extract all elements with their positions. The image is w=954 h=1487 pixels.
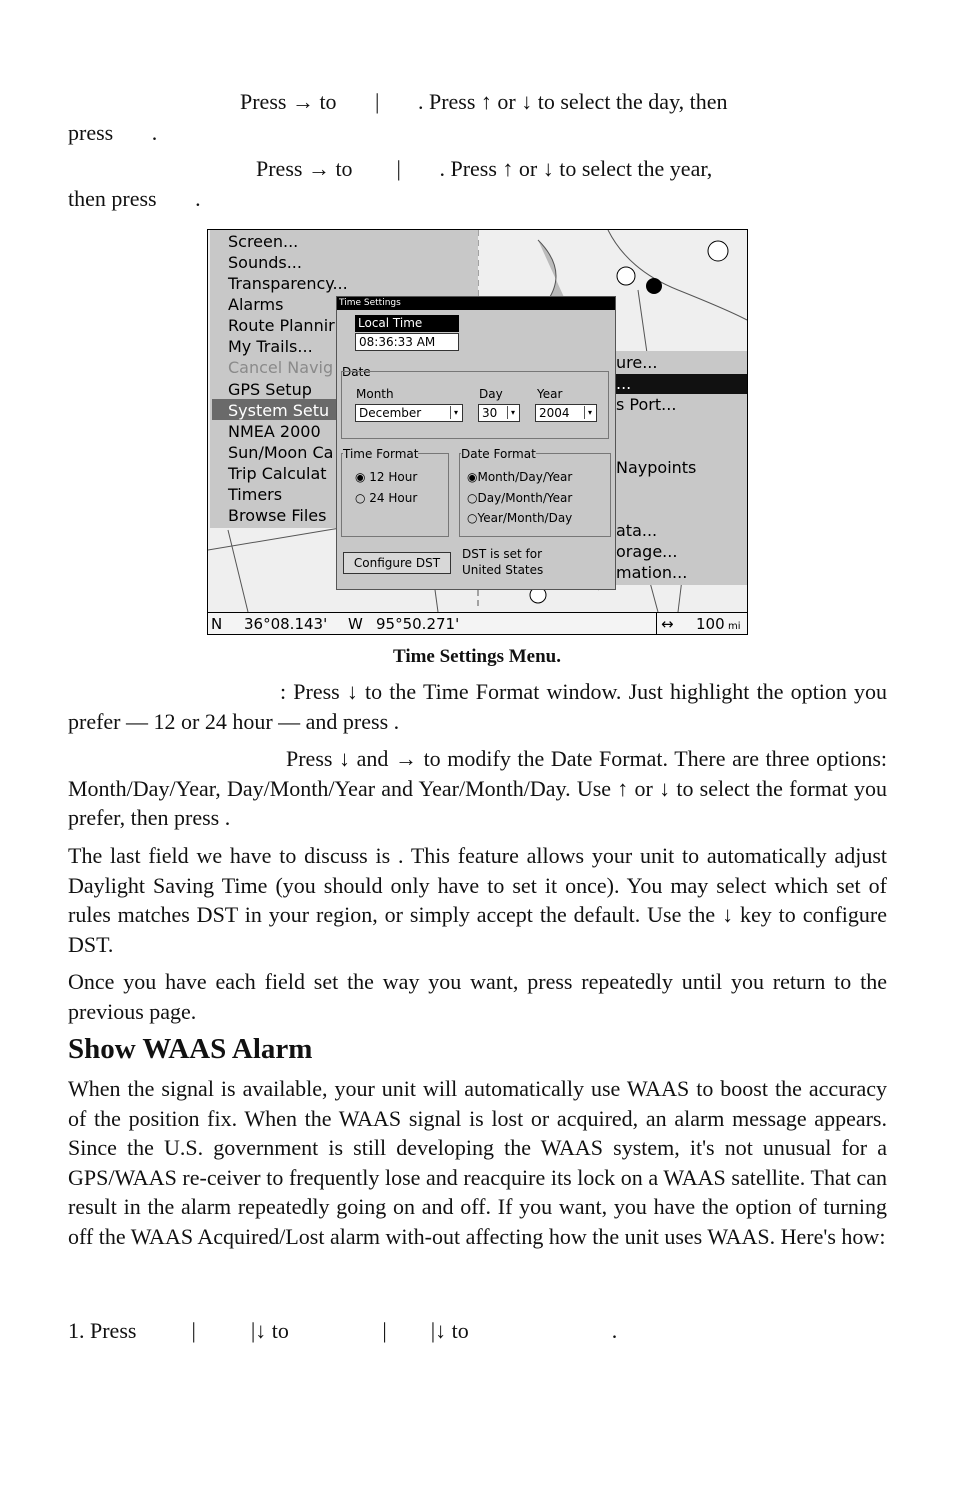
instruction-day-line: Press → to | . Press ↑ or ↓ to select the day, then	[240, 89, 728, 114]
dropdown-arrow-icon: ▾	[507, 406, 518, 419]
submenu-highlight	[612, 374, 747, 394]
scale-unit: mi	[728, 621, 741, 632]
instruction-year-line-2: then press .	[68, 186, 201, 211]
dst-paragraph: The last field we have to discuss is . This feature allows your unit to automatically adjust Daylight Saving Time (you should only have to set it once). You may select which set of rules matches DST in your region, or simply accept the default. Use the ↓ key to configure DST.	[68, 843, 887, 957]
submenu-item-1[interactable]: ure...	[616, 353, 658, 372]
menu-item-sun-moon[interactable]: Sun/Moon Ca	[228, 443, 334, 462]
time-format-paragraph: : Press ↓ to the Time Format window. Just highlight the option you prefer — 12 or 24 hour — and press .	[68, 679, 887, 734]
map-scale: 100	[696, 615, 725, 633]
year-value: 2004	[539, 406, 570, 420]
dropdown-arrow-icon: ▾	[450, 406, 461, 419]
menu-item-timers[interactable]: Timers	[228, 485, 283, 504]
radio-mdy-label: Month/Day/Year	[477, 470, 573, 484]
dst-note-line-2: United States	[462, 563, 544, 577]
submenu-item-storage[interactable]: orage...	[616, 542, 678, 561]
radio-12-hour[interactable]: ◉ 12 Hour	[355, 470, 418, 484]
menu-item-route-planning[interactable]: Route Plannir	[228, 316, 335, 335]
menu-item-screen[interactable]: Screen...	[228, 232, 299, 251]
dst-note-line-1: DST is set for	[462, 547, 543, 561]
scale-arrow-icon: ↔	[656, 613, 674, 635]
date-label: Date	[342, 365, 371, 379]
menu-item-transparency[interactable]: Transparency...	[228, 274, 348, 293]
dialog-title: Time Settings	[337, 297, 615, 310]
submenu-item-2[interactable]: ...	[616, 374, 632, 393]
time-settings-dialog	[336, 296, 616, 590]
radio-24-hour[interactable]: ○ 24 Hour	[355, 491, 418, 505]
radio-dmy-label: Day/Month/Year	[477, 491, 573, 505]
time-settings-screenshot	[207, 229, 748, 635]
radio-24-hour-label: 24 Hour	[369, 491, 418, 505]
menu-item-cancel-navigation: Cancel Navig	[228, 358, 334, 377]
radio-month-day-year[interactable]: ◉Month/Day/Year	[467, 470, 573, 484]
section-heading: Show WAAS Alarm	[68, 1033, 313, 1065]
menu-item-trip-calculator[interactable]: Trip Calculat	[228, 464, 327, 483]
date-format-label: Date Format	[461, 447, 536, 461]
month-label: Month	[356, 387, 394, 401]
month-value: December	[359, 406, 422, 420]
date-format-paragraph: Press ↓ and → to modify the Date Format. There are three options: Month/Day/Year, Day/Month/Year and Year/Month/Day. Use ↑ or ↓ to select the format you prefer, then press .	[68, 746, 887, 831]
configure-dst-button[interactable]: Configure DST	[343, 552, 451, 574]
time-format-label: Time Format	[343, 447, 419, 461]
exit-paragraph: Once you have each field set the way you want, press repeatedly until you return to the previous page.	[68, 969, 887, 1024]
system-setup-submenu	[612, 351, 747, 585]
figure-caption: Time Settings Menu.	[392, 646, 561, 667]
radio-year-month-day[interactable]: ○Year/Month/Day	[467, 511, 573, 525]
dropdown-arrow-icon: ▾	[584, 406, 595, 419]
waas-paragraph: When the signal is available, your unit will automatically use WAAS to boost the accuracy of the position fix. When the WAAS signal is lost or acquired, an alarm message appears. Since the U.S. government is still developing the WAAS system, it's not unusual for a GPS/WAAS re-ceiver to frequently lose and reacquire its lock on a WAAS satellite. That can result in the alarm repeatedly going on and off. If you want, you have the option of turning off the WAAS Acquired/Lost alarm with-out affecting how the unit uses WAAS. Here's how:	[68, 1076, 887, 1249]
radio-day-month-year[interactable]: ○Day/Month/Year	[467, 491, 573, 505]
radio-12-hour-label: 12 Hour	[369, 470, 418, 484]
lon-prefix: W	[348, 615, 363, 633]
year-label: Year	[537, 387, 563, 401]
submenu-item-3[interactable]: s Port...	[616, 395, 677, 414]
menu-item-my-trails[interactable]: My Trails...	[228, 337, 313, 356]
month-select[interactable]	[355, 404, 463, 422]
day-value: 30	[482, 406, 498, 420]
submenu-item-information[interactable]: mation...	[616, 563, 688, 582]
step-1: 1. Press | |↓ to | |↓ to .	[68, 1318, 618, 1343]
latitude: 36°08.143'	[244, 615, 328, 633]
menu-item-browse-files[interactable]: Browse Files	[228, 506, 327, 525]
longitude: 95°50.271'	[376, 615, 460, 633]
lat-prefix: N	[211, 615, 223, 633]
menu-item-nmea-2000[interactable]: NMEA 2000	[228, 422, 321, 441]
instruction-year-line: Press → to | . Press ↑ or ↓ to select the year,	[256, 156, 713, 181]
local-time-field[interactable]: 08:36:33 AM	[355, 333, 459, 351]
year-select[interactable]	[535, 404, 597, 422]
status-bar	[208, 612, 747, 635]
radio-ymd-label: Year/Month/Day	[477, 511, 573, 525]
menu-item-sounds[interactable]: Sounds...	[228, 253, 302, 272]
menu-item-system-setup[interactable]: System Setu	[228, 401, 330, 420]
submenu-item-waypoints[interactable]: Naypoints	[616, 458, 697, 477]
instruction-day-line-2: press .	[68, 120, 158, 145]
day-label: Day	[479, 387, 503, 401]
local-time-label: Local Time	[355, 315, 459, 332]
submenu-item-data[interactable]: ata...	[616, 521, 658, 540]
day-select[interactable]	[478, 404, 520, 422]
menu-item-alarms[interactable]: Alarms	[228, 295, 284, 314]
menu-item-gps-setup[interactable]: GPS Setup	[228, 380, 312, 399]
